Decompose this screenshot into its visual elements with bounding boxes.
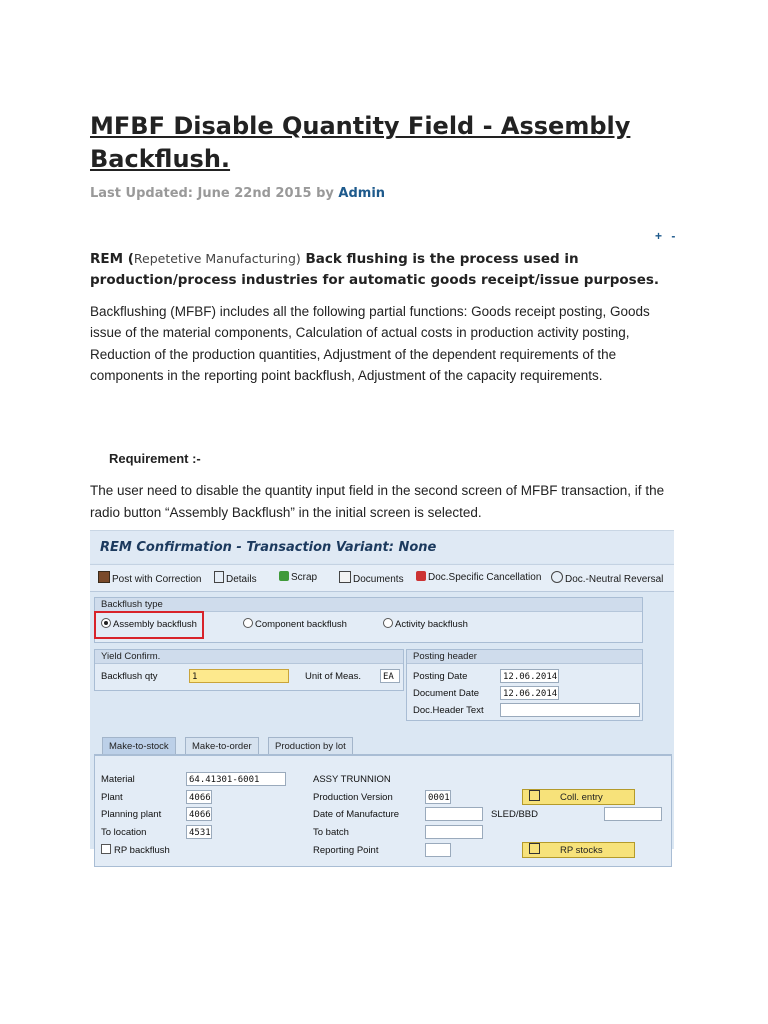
sap-title-bar (90, 531, 674, 563)
radio-icon (383, 618, 393, 628)
intro-paragraph (90, 248, 690, 291)
intro-rem-expansion: Repetetive Manufacturing) (133, 251, 301, 266)
to-batch-field[interactable] (425, 825, 483, 839)
date-of-manufacture-field[interactable] (425, 807, 483, 821)
font-size-controls (655, 229, 678, 243)
save-icon (98, 571, 110, 583)
material-field[interactable]: 64.41301-6001 (186, 772, 286, 786)
checkbox-icon (101, 844, 111, 854)
planning-plant-label: Planning plant (101, 809, 162, 820)
backflush-qty-field[interactable]: 1 (189, 669, 289, 683)
unit-of-measure-field[interactable]: EA (380, 669, 400, 683)
planning-plant-field[interactable]: 4066 (186, 807, 212, 821)
date-of-manufacture-label: Date of Manufacture (313, 809, 400, 820)
intro-rem: REM ( (90, 251, 134, 267)
plant-field[interactable]: 4066 (186, 790, 212, 804)
material-description: ASSY TRUNNION (313, 774, 391, 785)
document-date-label: Document Date (413, 688, 480, 699)
rp-stocks-button[interactable]: RP stocks (522, 842, 635, 858)
tab-production-by-lot[interactable]: Production by lot (268, 737, 353, 754)
increase-font-button[interactable]: + (655, 229, 666, 243)
doc-specific-cancellation-button[interactable]: Doc.Specific Cancellation (416, 571, 541, 583)
doc-header-text-field[interactable] (500, 703, 640, 717)
article-title: MFBF Disable Quantity Field - Assembly Backflush. (90, 112, 631, 173)
to-location-label: To location (101, 827, 147, 838)
tab-make-to-stock[interactable]: Make-to-stock (102, 737, 176, 754)
intro-rest: Back flushing is the process used in production/process industries for automatic goods receipt/issue purposes. (90, 251, 660, 288)
production-version-field[interactable]: 0001 (425, 790, 451, 804)
coll-entry-button[interactable]: Coll. entry (522, 789, 635, 805)
reporting-point-field[interactable] (425, 843, 451, 857)
tab-make-to-order[interactable]: Make-to-order (185, 737, 259, 754)
to-batch-label: To batch (313, 827, 349, 838)
component-backflush-radio[interactable]: Component backflush (243, 618, 347, 630)
plant-label: Plant (101, 792, 123, 803)
article-meta (90, 186, 385, 201)
material-label: Material (101, 774, 135, 785)
to-location-field[interactable]: 4531 (186, 825, 212, 839)
yield-confirm-frame (94, 649, 404, 691)
scrap-button[interactable]: Scrap (279, 571, 317, 583)
scrap-icon (279, 571, 289, 581)
details-icon (214, 571, 224, 583)
sap-toolbar (90, 564, 674, 592)
reporting-point-label: Reporting Point (313, 845, 379, 856)
doc-neutral-reversal-button[interactable]: Doc.-Neutral Reversal (551, 571, 663, 585)
sap-screenshot (90, 530, 674, 856)
post-with-correction-button[interactable]: Post with Correction (98, 571, 201, 585)
sled-bbd-field[interactable] (604, 807, 662, 821)
documents-button[interactable]: Documents (339, 571, 404, 585)
radio-icon (243, 618, 253, 628)
posting-header-frame (406, 649, 643, 721)
cancel-doc-icon (416, 571, 426, 581)
highlight-box (94, 611, 204, 639)
production-version-label: Production Version (313, 792, 393, 803)
coll-entry-icon (529, 790, 540, 801)
decrease-font-button[interactable]: - (671, 229, 679, 243)
posting-date-label: Posting Date (413, 671, 468, 682)
rp-backflush-checkbox[interactable]: RP backflush (101, 844, 170, 856)
assembly-backflush-radio[interactable]: Assembly backflush (101, 618, 197, 630)
details-button[interactable]: Details (214, 571, 257, 585)
posting-header-heading: Posting header (407, 650, 642, 664)
tab-content-panel (94, 754, 672, 867)
sap-screen-title: REM Confirmation - Transaction Variant: None (100, 540, 437, 555)
backflush-type-heading: Backflush type (95, 598, 642, 612)
documents-icon (339, 571, 351, 583)
doc-header-text-label: Doc.Header Text (413, 705, 484, 716)
author-link[interactable]: Admin (338, 186, 386, 201)
requirement-heading: Requirement :- (109, 451, 201, 466)
sled-bbd-label: SLED/BBD (491, 809, 538, 820)
unit-of-measure-label: Unit of Meas. (305, 671, 361, 682)
backflush-description: Backflushing (MFBF) includes all the following partial functions: Goods receipt posting, Goods issue of the material components, Calculation of actual costs in production activity posting, Reduction of the production quantities, Adjustment of the dependent requirements of the components in the reporting point backflush, Adjustment of the capacity requirements. (90, 304, 650, 383)
posting-date-field[interactable]: 12.06.2014 (500, 669, 559, 683)
backflush-qty-label: Backflush qty (101, 671, 158, 682)
rp-stocks-icon (529, 843, 540, 854)
activity-backflush-radio[interactable]: Activity backflush (383, 618, 468, 630)
reversal-icon (551, 571, 563, 583)
requirement-description: The user need to disable the quantity input field in the second screen of MFBF transaction, if the radio button “Assembly Backflush” in the initial screen is selected. (90, 483, 665, 520)
updated-date: Last Updated: June 22nd 2015 by (90, 186, 339, 201)
yield-confirm-heading: Yield Confirm. (95, 650, 403, 664)
document-date-field[interactable]: 12.06.2014 (500, 686, 559, 700)
